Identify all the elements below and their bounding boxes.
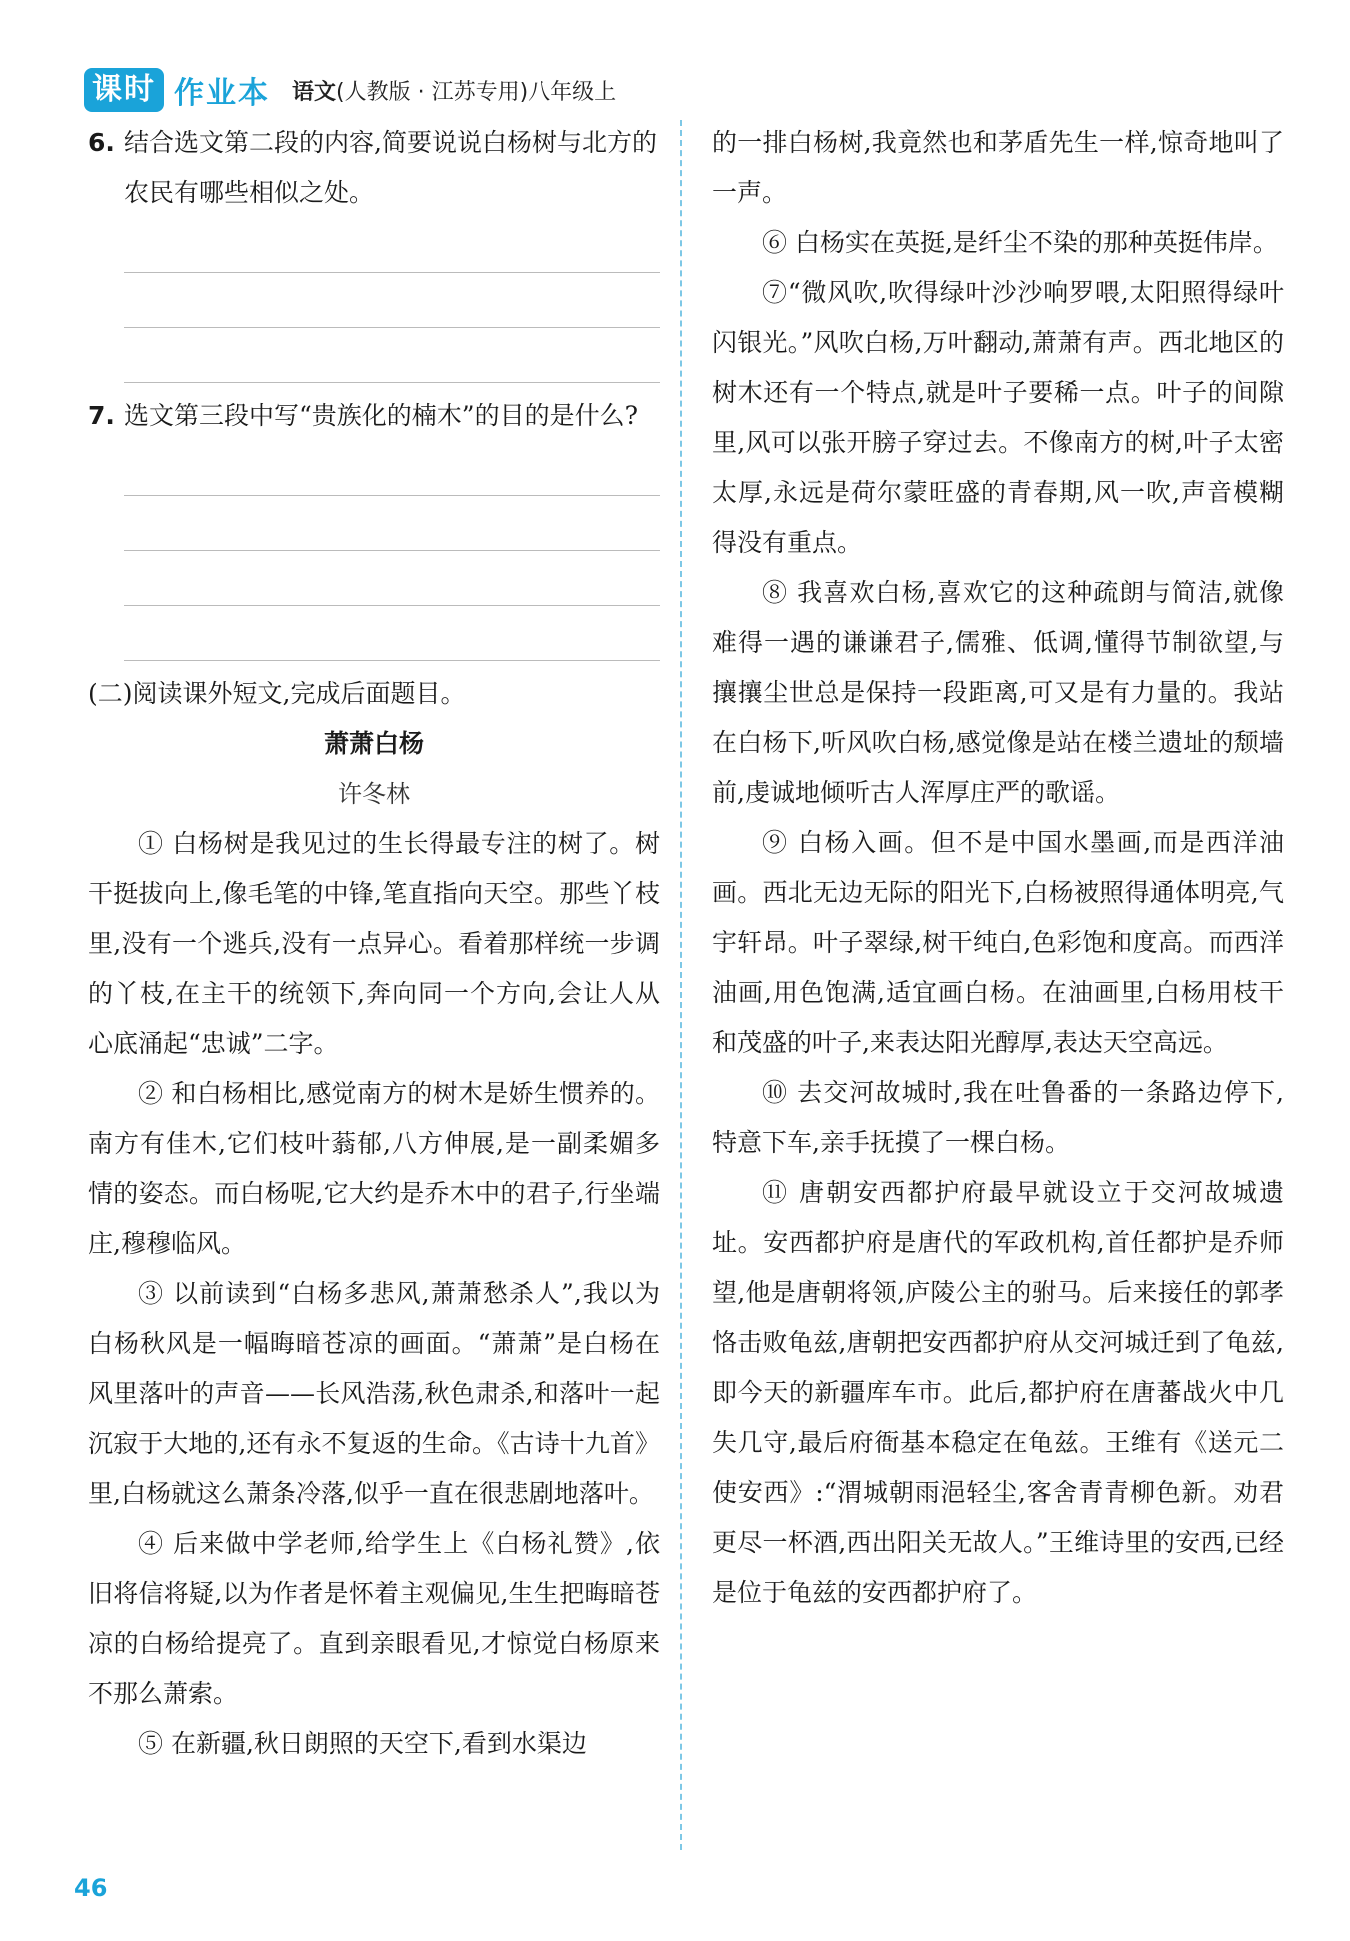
answer-line[interactable]	[124, 496, 660, 551]
paragraph-3: ③ 以前读到“白杨多悲风,萧萧愁杀人”,我以为白杨秋风是一幅晦暗苍凉的画面。“萧萧”是白杨在风里落叶的声音——长风浩荡,秋色肃杀,和落叶一起沉寂于大地的,还有永不复返的生命。《古诗十九首》里,白杨就这么萧条冷落,似乎一直在很悲剧地落叶。	[88, 1279, 660, 1508]
question-6	[88, 118, 660, 218]
page-number: 46	[74, 1874, 108, 1902]
answer-line[interactable]	[124, 441, 660, 496]
right-column	[712, 118, 1284, 1618]
answer-line[interactable]	[124, 328, 660, 383]
paragraph-10: ⑩ 去交河故城时,我在吐鲁番的一条路边停下,特意下车,亲手抚摸了一棵白杨。	[712, 1078, 1284, 1157]
book-edition: (人教版 · 江苏专用)八年级上	[336, 79, 617, 105]
article-author: 许冬林	[338, 780, 410, 808]
logo-mark: 课时	[84, 68, 164, 112]
question-text: 选文第三段中写“贵族化的楠木”的目的是什么?	[124, 401, 638, 430]
brand-logo	[84, 68, 270, 112]
answer-line[interactable]	[124, 218, 660, 273]
paragraph-2: ② 和白杨相比,感觉南方的树木是娇生惯养的。南方有佳木,它们枝叶蓊郁,八方伸展,是一副柔媚多情的姿态。而白杨呢,它大约是乔木中的君子,行坐端庄,穆穆临风。	[88, 1079, 660, 1258]
book-subject: 语文	[292, 79, 337, 105]
section-heading: (二)阅读课外短文,完成后面题目。	[88, 679, 466, 708]
book-title	[292, 75, 616, 106]
question-7	[88, 391, 660, 441]
paragraph-5: ⑤ 在新疆,秋日朗照的天空下,看到水渠边	[138, 1729, 587, 1758]
answer-line[interactable]	[124, 551, 660, 606]
paragraph-4: ④ 后来做中学老师,给学生上《白杨礼赞》,依旧将信将疑,以为作者是怀着主观偏见,生生把晦暗苍凉的白杨给提亮了。直到亲眼看见,才惊觉白杨原来不那么萧索。	[88, 1529, 660, 1708]
logo-text: 作业本	[174, 76, 270, 111]
answer-line[interactable]	[124, 273, 660, 328]
paragraph-11: ⑪ 唐朝安西都护府最早就设立于交河故城遗址。安西都护府是唐代的军政机构,首任都护是乔师望,他是唐朝将领,庐陵公主的驸马。后来接任的郭孝恪击败龟兹,唐朝把安西都护府从交河城迁到了龟兹,即今天的新疆库车市。此后,都护府在唐蕃战火中几失几守,最后府衙基本稳定在龟兹。王维有《送元二使安西》:“渭城朝雨浥轻尘,客舍青青柳色新。劝君更尽一杯酒,西出阳关无故人。”王维诗里的安西,已经是位于龟兹的安西都护府了。	[712, 1178, 1284, 1607]
paragraph-5-continued: 的一排白杨树,我竟然也和茅盾先生一样,惊奇地叫了一声。	[712, 128, 1284, 207]
question-number: 7.	[88, 401, 115, 430]
paragraph-7: ⑦“微风吹,吹得绿叶沙沙响罗喂,太阳照得绿叶闪银光。”风吹白杨,万叶翻动,萧萧有声。西北地区的树木还有一个特点,就是叶子要稀一点。叶子的间隙里,风可以张开膀子穿过去。不像南方的树,叶子太密太厚,永远是荷尔蒙旺盛的青春期,风一吹,声音模糊得没有重点。	[712, 278, 1284, 557]
paragraph-8: ⑧ 我喜欢白杨,喜欢它的这种疏朗与简洁,就像难得一遇的谦谦君子,儒雅、低调,懂得节制欲望,与攘攘尘世总是保持一段距离,可又是有力量的。我站在白杨下,听风吹白杨,感觉像是站在楼兰遗址的颓墙前,虔诚地倾听古人浑厚庄严的歌谣。	[712, 578, 1284, 807]
article-title: 萧萧白杨	[323, 729, 424, 758]
paragraph-9: ⑨ 白杨入画。但不是中国水墨画,而是西洋油画。西北无边无际的阳光下,白杨被照得通体明亮,气宇轩昂。叶子翠绿,树干纯白,色彩饱和度高。而西洋油画,用色饱满,适宜画白杨。在油画里,白杨用枝干和茂盛的叶子,来表达阳光醇厚,表达天空高远。	[712, 828, 1284, 1057]
paragraph-6: ⑥ 白杨实在英挺,是纤尘不染的那种英挺伟岸。	[762, 228, 1278, 257]
answer-line[interactable]	[124, 606, 660, 661]
question-text: 结合选文第二段的内容,简要说说白杨树与北方的农民有哪些相似之处。	[124, 128, 657, 207]
column-divider	[680, 120, 682, 1850]
question-number: 6.	[88, 128, 115, 157]
page-header	[84, 66, 616, 114]
paragraph-1: ① 白杨树是我见过的生长得最专注的树了。树干挺拔向上,像毛笔的中锋,笔直指向天空。那些丫枝里,没有一个逃兵,没有一点异心。看着那样统一步调的丫枝,在主干的统领下,奔向同一个方向,会让人从心底涌起“忠诚”二字。	[88, 829, 660, 1058]
left-column	[88, 118, 660, 1769]
